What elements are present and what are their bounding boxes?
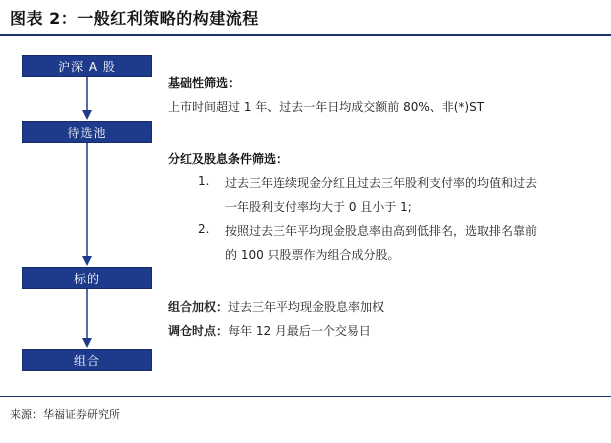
arrow-2-head (82, 256, 92, 266)
figure-title: 图表 2：一般红利策略的构建流程 (10, 9, 259, 28)
flow-box-portfolio (22, 349, 152, 371)
bottom-rule (0, 396, 611, 397)
weighting-row (168, 298, 384, 315)
arrow-3-head (82, 338, 92, 348)
flow-box-label: 标的 (73, 271, 100, 286)
rebalance-row (168, 322, 371, 339)
dividend-item-2-number: 2. (198, 222, 210, 236)
arrow-1-head (82, 110, 92, 120)
weighting-text: 过去三年平均现金股息率加权 (228, 300, 385, 314)
dividend-item-2-line2: 的 100 只股票作为组合成分股。 (225, 248, 400, 262)
flow-box-label: 沪深 A 股 (58, 59, 116, 74)
dividend-item-1-line2: 一年股利支付率均大于 0 且小于 1; (225, 200, 412, 214)
flow-box-label: 组合 (73, 353, 100, 368)
dividend-screen-heading: 分红及股息条件筛选： (168, 152, 289, 166)
dividend-item-2-line1: 按照过去三年平均现金股息率由高到低排名，选取排名靠前 (225, 224, 538, 238)
basic-screen-heading: 基础性筛选： (168, 76, 241, 90)
weighting-label: 组合加权： (168, 300, 229, 314)
rebalance-text: 每年 12 月最后一个交易日 (228, 324, 371, 338)
figure-source: 来源：华福证券研究所 (10, 408, 120, 421)
flow-box-a-shares (22, 55, 152, 77)
rebalance-label: 调仓时点： (168, 324, 229, 338)
dividend-item-1-number: 1. (198, 174, 210, 188)
flow-box-target (22, 267, 152, 289)
top-rule (0, 34, 611, 36)
flow-box-candidate-pool (22, 121, 152, 143)
basic-screen-text: 上市时间超过 1 年、过去一年日均成交额前 80%、非(*)ST (168, 100, 485, 114)
flow-box-label: 待选池 (67, 125, 107, 140)
dividend-item-1-line1: 过去三年连续现金分红且过去三年股利支付率的均值和过去 (225, 176, 538, 190)
